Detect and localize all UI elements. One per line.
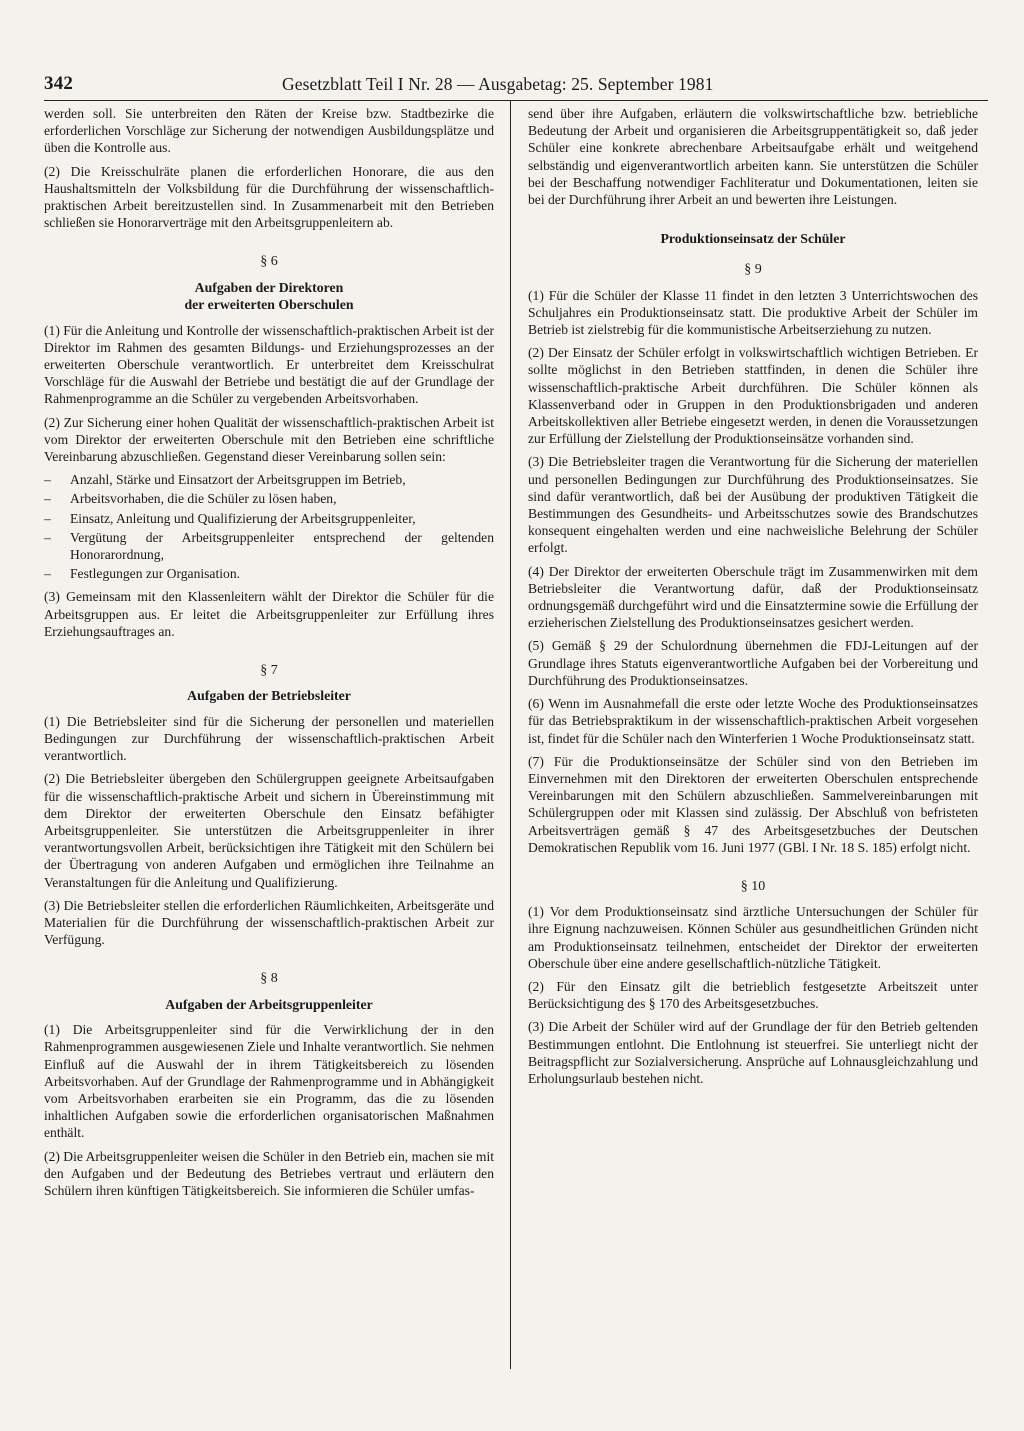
- paragraph: (2) Die Kreisschulräte planen die erforderlichen Honorare, die aus den Haushaltsmitteln der Volksbildung für die Durchführung der wissenschaftlich-praktischen Arbeit bereitzustellen sind. In Zusammenarbeit mit den Betrieben schließen sie Honorarverträge mit den Arbeitsgruppenleitern ab.: [44, 163, 494, 231]
- paragraph: (2) Für den Einsatz gilt die betrieblich festgesetzte Arbeitszeit unter Berücksichtigung des § 170 des Arbeitsgesetzbuches.: [528, 978, 978, 1012]
- agreement-list: [44, 471, 494, 582]
- column-divider: [510, 101, 511, 1369]
- paragraph: (2) Die Betriebsleiter übergeben den Schülergruppen geeignete Arbeitsaufgaben für die wissenschaftlich-praktische Arbeit und sichern in Übereinstimmung mit dem Direktor der erweiterten Oberschule den Einsatz befähigter Arbeitsgruppenleiter. Sie unterstützen die Arbeitsgruppenleiter in ihrer verantwortungsvollen Arbeit, berücksichtigen ihre Tätigkeit mit den Schülern bei der Übertragung von anderen Aufgaben und ermöglichen ihre Teilnahme an Veranstaltungen für die Anleitung und Qualifizierung.: [44, 771, 494, 890]
- paragraph: (2) Die Arbeitsgruppenleiter weisen die Schüler in den Betrieb ein, machen sie mit den Aufgaben und der Bedeutung des Betriebes vertraut und erläutern den Schülern ihren künftigen Tätigkeitsbereich. Sie informieren die Schüler umfas-: [44, 1148, 494, 1198]
- section-number: § 7: [260, 663, 278, 679]
- list-item: [44, 490, 494, 507]
- paragraph: (4) Der Direktor der erweiterten Oberschule trägt im Zusammenwirken mit dem Betriebsleiter die Verantwortung dafür, daß der Produktionseinsatz ordnungsgemäß durchgeführt wird und die Einsatztermine sowie die Erfüllung der erzieherischen Zielstellung des Produktionseinsatzes gesichert werden.: [528, 563, 978, 631]
- section-number: § 8: [260, 971, 278, 987]
- dash-marker: –: [44, 566, 51, 582]
- dash-marker: –: [44, 510, 51, 526]
- paragraph: (3) Die Arbeit der Schüler wird auf der Grundlage der für den Betrieb geltenden Bestimmungen entlohnt. Die Entlohnung ist steuerfrei. Sie unterliegt nicht der Beitragspflicht zur Sozialversicherung. Ansprüche auf Lohnausgleichzahlung und Erholungsurlaub bestehen nicht.: [528, 1019, 978, 1086]
- paragraph: (1) Für die Schüler der Klasse 11 findet in den letzten 3 Unterrichtswochen des Schuljahres ein Produktionseinsatz statt. Die produktive Arbeit der Schüler im Betrieb ist zielstrebig für die kommunistische Arbeitserziehung zu nutzen.: [528, 287, 978, 338]
- list-item: [44, 510, 494, 527]
- paragraph: werden soll. Sie unterbreiten den Räten der Kreise bzw. Stadtbezirke die erforderlichen Vorschläge zur Sicherung der notwendigen Ausbildungsplätze und üben die Kontrolle aus.: [44, 106, 494, 156]
- paragraph: (2) Zur Sicherung einer hohen Qualität der wissenschaftlich-praktischen Arbeit ist vom Direktor der erweiterten Oberschule mit den Betrieben eine schriftliche Vereinbarung abzuschließen. Gegenstand dieser Vereinbarung sollen sein:: [44, 414, 494, 465]
- paragraph: (2) Der Einsatz der Schüler erfolgt in volkswirtschaftlich wichtigen Betrieben. Er sollte möglichst in den Betrieben stattfinden, in denen die Schüler ihre wissenschaftlich-praktische Arbeit durchführen. Die Schüler können als Klassenverband oder in Gruppen in den Produktionsbrigaden und anderen Arbeitskollektiven aller Betriebe eingesetzt werden, in denen die Voraussetzungen zur Erfüllung der Zielstellung der Produktionseinsätze vorhanden sind.: [528, 345, 978, 447]
- left-column: [44, 105, 494, 1205]
- paragraph: (3) Die Betriebsleiter stellen die erforderlichen Räumlichkeiten, Arbeitsgeräte und Materialien für die Durchführung der wissenschaftlich-praktischen Arbeit zur Verfügung.: [44, 897, 494, 948]
- section-heading-line: Aufgaben der Direktoren: [194, 279, 344, 295]
- section-heading: Aufgaben der Arbeitsgruppenleiter: [165, 996, 373, 1012]
- section-number: § 9: [744, 262, 762, 278]
- dash-marker: –: [44, 472, 51, 488]
- page-header: [44, 73, 986, 97]
- paragraph: (1) Die Betriebsleiter sind für die Sicherung der personellen und materiellen Bedingungen zur Durchführung der wissenschaftlich-praktischen Arbeit verantwortlich.: [44, 713, 494, 764]
- paragraph: send über ihre Aufgaben, erläutern die volkswirtschaftliche bzw. betriebliche Bedeutung der Arbeit und organisieren die Arbeitsgruppentätigkeit so, daß jeder Schüler eine konkrete abrechenbare Arbeitsaufgabe erhält und weitgehend selbständig und eigenverantwortlich arbeiten kann. Sie unterstützen die Schüler bei der Beschaffung notwendiger Fachliteratur und Dokumentationen, leiten sie bei der Durchführung ihrer Arbeit an und bewerten ihre Leistungen.: [528, 106, 978, 208]
- list-item-text: Arbeitsvorhaben, die die Schüler zu lösen haben,: [70, 491, 337, 507]
- section-number: § 6: [260, 254, 278, 270]
- gazette-title: Gesetzblatt Teil I Nr. 28 — Ausgabetag: 25. September 1981: [282, 74, 714, 94]
- paragraph: (1) Die Arbeitsgruppenleiter sind für die Verwirklichung der in den Rahmenprogrammen ausgewiesenen Ziele und Inhalte verantwortlich. Sie nehmen Einfluß auf die Auswahl der in ihrem Tätigkeitsbereich zu lösenden Arbeitsvorhaben. Auf der Grundlage der Rahmenprogramme und in Abhängigkeit vom Arbeitsvorhaben erarbeiten sie ein Programm, das die zu lösenden inhaltlichen Aufgaben sowie die erforderlichen organisatorischen Maßnahmen enthält.: [44, 1022, 494, 1141]
- list-item-text: Anzahl, Stärke und Einsatzort der Arbeitsgruppen im Betrieb,: [70, 472, 406, 488]
- list-item: [44, 471, 494, 488]
- list-item-text: Festlegungen zur Organisation.: [70, 566, 241, 582]
- list-item: [44, 565, 494, 582]
- paragraph: (3) Gemeinsam mit den Klassenleitern wählt der Direktor die Schüler für die Arbeitsgruppen aus. Er leitet die Arbeitsgruppenleiter zur Erfüllung ihres Erziehungsauftrages an.: [44, 589, 494, 639]
- right-column: [528, 105, 978, 1093]
- section-heading-line: der erweiterten Oberschulen: [184, 297, 354, 313]
- list-item-text: Vergütung der Arbeitsgruppenleiter entsprechend der geltenden Honorarordnung,: [70, 529, 494, 563]
- page-number: 342: [44, 73, 74, 94]
- paragraph: (3) Die Betriebsleiter tragen die Verantwortung für die Sicherung der materiellen und personellen Bedingungen zur Durchführung des Produktionseinsatzes. Sie sind dafür verantwortlich, daß bei der Ausübung der produktiven Tätigkeit die Bestimmungen des Gesundheits- und Arbeitsschutzes sowie des Brandschutzes konsequent eingehalten werden und eine nachweisliche Belehrung der Schüler erfolgt.: [528, 454, 978, 556]
- list-item-text: Einsatz, Anleitung und Qualifizierung der Arbeitsgruppenleiter,: [70, 510, 416, 526]
- section-heading: [44, 279, 494, 314]
- paragraph: (1) Vor dem Produktionseinsatz sind ärztliche Untersuchungen der Schüler für ihre Eignung nachzuweisen. Können Schüler aus gesundheitlichen Gründen nicht am Produktionseinsatz teilnehmen, entscheidet der Direktor der erweiterten Oberschule über eine andere gesellschaftlich-nützliche Tätigkeit.: [528, 904, 978, 971]
- paragraph: (6) Wenn im Ausnahmefall die erste oder letzte Woche des Produktionseinsatzes für das Betriebspraktikum in der wissenschaftlich-praktischen Arbeit vorgesehen ist, findet für die Schüler nach den Winterferien 1 Woche Produktionseinsatz statt.: [528, 696, 978, 746]
- part-heading: Produktionseinsatz der Schüler: [660, 231, 846, 247]
- header-rule: [44, 100, 988, 101]
- list-item: [44, 529, 494, 563]
- dash-marker: –: [44, 529, 51, 545]
- dash-marker: –: [44, 491, 51, 507]
- section-number: § 10: [740, 878, 766, 894]
- paragraph: (7) Für die Produktionseinsätze der Schüler sind von den Betrieben im Einvernehmen mit den Direktoren der erweiterten Oberschulen entsprechende Vereinbarungen mit den Schülern abzuschließen. Sammelvereinbarungen mit Schülergruppen oder mit Klassen sind zulässig. Der Abschluß von befristeten Arbeitsverträgen gemäß § 47 des Arbeitsgesetzbuches der Deutschen Demokratischen Republik vom 16. Juni 1977 (GBl. I Nr. 18 S. 185) erfolgt nicht.: [528, 753, 978, 855]
- section-heading: Aufgaben der Betriebsleiter: [187, 688, 351, 704]
- paragraph: (5) Gemäß § 29 der Schulordnung übernehmen die FDJ-Leitungen auf der Grundlage ihres Statuts eigenverantwortliche Aufgaben bei der Vorbereitung und Durchführung des Produktionseinsatzes.: [528, 638, 978, 688]
- paragraph: (1) Für die Anleitung und Kontrolle der wissenschaftlich-praktischen Arbeit ist der Direktor im Rahmen des gesamten Bildungs- und Erziehungsprozesses an der erweiterten Oberschule verantwortlich. Er unterbreitet dem Kreisschulrat Vorschläge für die Auswahl der Betriebe und bestätigt die auf der Grundlage der Rahmenprogramme an die Schüler zu vergebenden Arbeitsvorhaben.: [44, 322, 495, 407]
